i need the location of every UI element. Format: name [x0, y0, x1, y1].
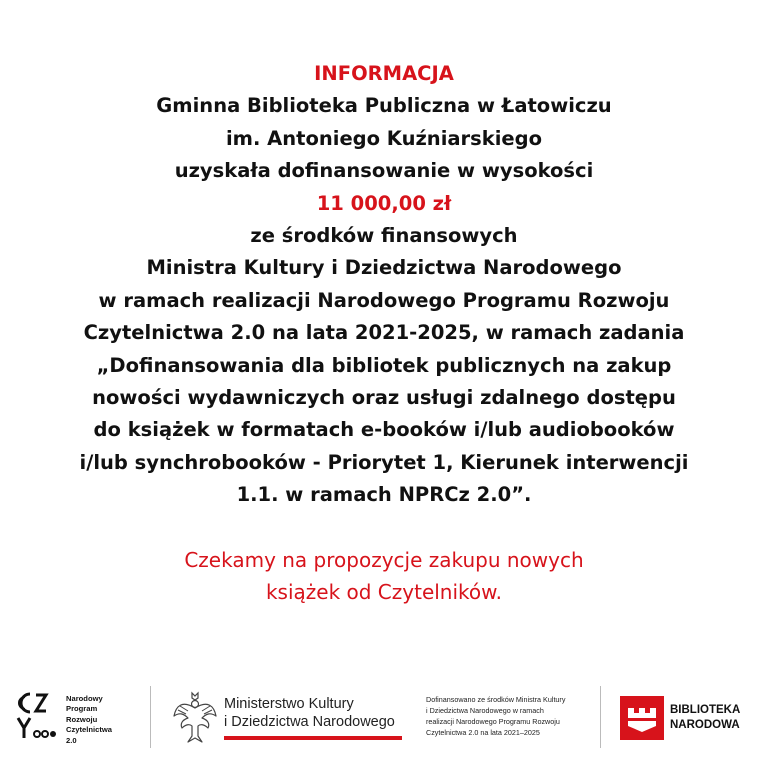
call-to-action: Czekamy na propozycje zakupu nowych	[184, 547, 584, 572]
notice-line: Czytelnictwa 2.0 na lata 2021-2025, w ramach zadania	[83, 321, 685, 345]
funding-note	[426, 694, 596, 738]
notice-line: uzyskała dofinansowanie w wysokości	[174, 159, 594, 183]
call-to-action: książek od Czytelników.	[265, 580, 503, 605]
nprcz-logo-text	[66, 694, 112, 746]
bn-text-line: NARODOWA	[670, 719, 740, 731]
biblioteka-narodowa-text	[670, 703, 740, 733]
spacer	[0, 512, 768, 544]
notice-line: w ramach realizacji Narodowego Programu Rozwoju	[98, 288, 670, 312]
notice-line: ze środków finansowych	[250, 224, 518, 248]
nprcz-logo-icon	[16, 688, 60, 744]
notice-heading: INFORMACJA	[314, 62, 454, 85]
notice-line: do książek w formatach e-booków i/lub audiobooków	[93, 418, 675, 442]
ministry-red-bar	[224, 736, 402, 740]
funding-note-line: Dofinansowano ze środków Ministra Kultury	[426, 695, 566, 704]
funding-note-line: realizacji Narodowego Programu Rozwoju	[426, 717, 560, 726]
notice-line: im. Antoniego Kuźniarskiego	[225, 126, 542, 150]
divider	[150, 686, 151, 748]
notice-line: nowości wydawniczych oraz usługi zdalnego dostępu	[92, 386, 676, 410]
footer-logos	[0, 680, 768, 760]
nprcz-text-line: 2.0	[66, 735, 77, 745]
nprcz-text-line: Czytelnictwa	[66, 725, 112, 735]
biblioteka-narodowa-logo-icon	[620, 696, 664, 740]
notice-line: Gminna Biblioteka Publiczna w Łatowiczu	[156, 94, 612, 118]
bn-text-line: BIBLIOTEKA	[670, 704, 741, 716]
ministry-logo-text	[224, 695, 395, 731]
nprcz-text-line: Rozwoju	[66, 714, 98, 724]
nprcz-text-line: Program	[66, 704, 98, 714]
funding-amount: 11 000,00 zł	[316, 191, 452, 215]
funding-note-line: Czytelnictwa 2.0 na lata 2021–2025	[426, 728, 540, 737]
funding-note-line: i Dziedzictwa Narodowego w ramach	[426, 706, 544, 715]
divider	[600, 686, 601, 748]
white-eagle-emblem-icon	[172, 690, 218, 744]
notice-line: Ministra Kultury i Dziedzictwa Narodowego	[146, 256, 622, 280]
notice-line: i/lub synchrobooków - Priorytet 1, Kierunek interwencji	[79, 450, 689, 474]
ministry-name-line: Ministerstwo Kultury	[224, 696, 354, 712]
nprcz-text-line: Narodowy	[66, 694, 103, 703]
notice-line: „Dofinansowania dla bibliotek publicznych na zakup	[96, 353, 672, 377]
notice-line: 1.1. w ramach NPRCz 2.0”.	[236, 483, 532, 507]
notice-text	[0, 58, 768, 609]
ministry-name-line: i Dziedzictwa Narodowego	[224, 714, 395, 730]
